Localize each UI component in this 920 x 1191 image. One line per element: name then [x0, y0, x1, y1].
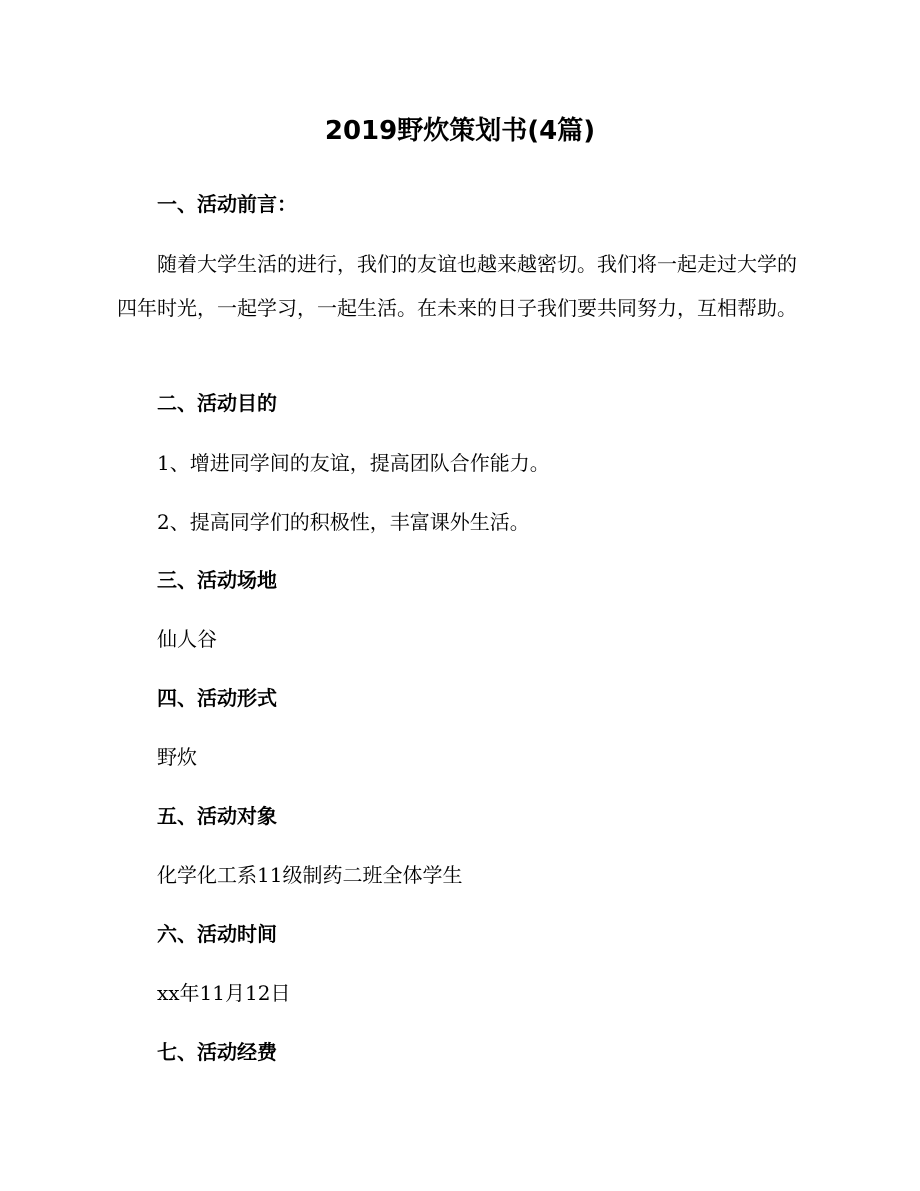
section-body-format: 野炊: [157, 745, 197, 769]
section-heading-participants: 五、活动对象: [157, 804, 277, 828]
section-heading-format: 四、活动形式: [157, 686, 277, 710]
section-heading-venue: 三、活动场地: [157, 568, 277, 592]
section-body-time: xx年11月12日: [157, 981, 291, 1005]
section-body-preface: 随着大学生活的进行，我们的友谊也越来越密切。我们将一起走过大学的四年时光，一起学习，一起生活。在未来的日子我们要共同努力，互相帮助。: [117, 252, 797, 320]
purpose-item-1: 1、增进同学间的友谊，提高团队合作能力。: [157, 451, 550, 475]
section-heading-purpose: 二、活动目的: [157, 391, 277, 415]
section-body-venue: 仙人谷: [157, 627, 217, 651]
purpose-item-2: 2、提高同学们的积极性，丰富课外生活。: [157, 510, 530, 534]
document-title: 2019野炊策划书(4篇): [324, 116, 596, 146]
section-heading-preface: 一、活动前言：: [157, 192, 297, 216]
section-body-participants: 化学化工系11级制药二班全体学生: [157, 863, 463, 887]
section-heading-time: 六、活动时间: [157, 922, 277, 946]
section-heading-budget: 七、活动经费: [157, 1040, 277, 1064]
